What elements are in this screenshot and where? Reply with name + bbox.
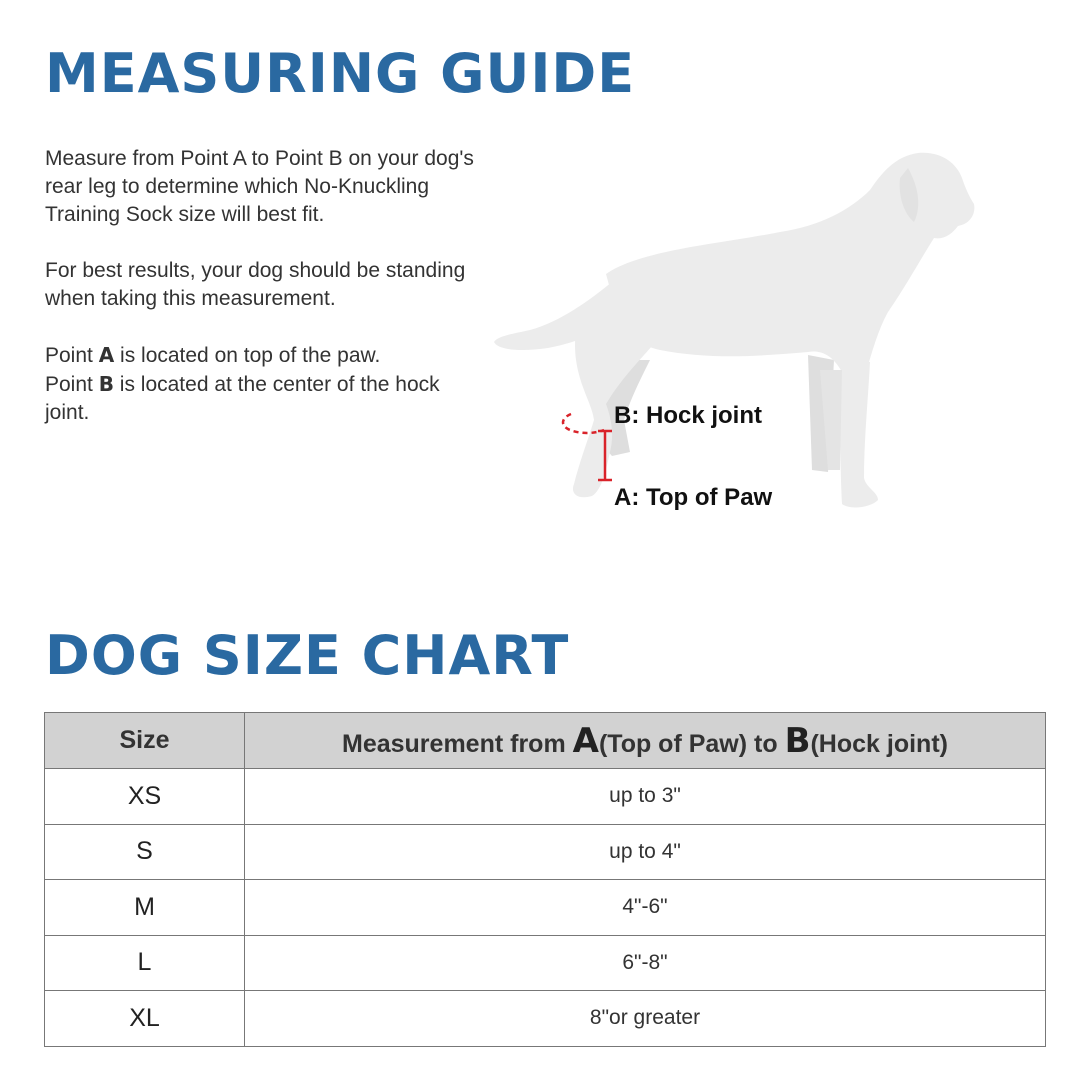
table-row bbox=[45, 935, 1046, 991]
measurement-cell: 6"-8" bbox=[245, 935, 1046, 991]
point-a-letter: A bbox=[98, 343, 115, 367]
size-chart-table bbox=[44, 712, 1046, 1047]
guide-paragraph-1: Measure from Point A to Point B on your dog's rear leg to determine which No-Knuckling Training Sock size will best fit. bbox=[45, 147, 474, 226]
table-header-row bbox=[45, 713, 1046, 769]
dog-silhouette-illustration bbox=[485, 140, 995, 520]
size-cell: XS bbox=[45, 769, 245, 825]
top-of-paw-label: A: Top of Paw bbox=[614, 484, 773, 511]
measurement-column-header bbox=[245, 713, 1046, 769]
point-b-prefix: Point bbox=[45, 373, 99, 396]
measuring-guide-title: MEASURING GUIDE bbox=[45, 42, 636, 105]
table-row bbox=[45, 824, 1046, 880]
dog-size-chart-title: DOG SIZE CHART bbox=[45, 624, 570, 687]
measurement-cell: up to 4" bbox=[245, 824, 1046, 880]
guide-paragraph-2: For best results, your dog should be standing when taking this measurement. bbox=[45, 259, 466, 310]
header-a-text: (Top of Paw) to bbox=[598, 729, 785, 758]
header-b-text: (Hock joint) bbox=[810, 729, 948, 758]
size-cell: XL bbox=[45, 991, 245, 1047]
measurement-cell: 4"-6" bbox=[245, 880, 1046, 936]
point-a-text: is located on top of the paw. bbox=[114, 344, 381, 367]
measurement-header-prefix: Measurement from bbox=[342, 729, 573, 758]
size-cell: S bbox=[45, 824, 245, 880]
table-row bbox=[45, 880, 1046, 936]
hock-joint-label: B: Hock joint bbox=[614, 402, 762, 429]
header-letter-b: B bbox=[784, 720, 811, 761]
dog-silhouette bbox=[494, 153, 974, 508]
table-row bbox=[45, 769, 1046, 825]
point-b-text: is located at the center of the hock joint. bbox=[45, 373, 440, 424]
size-column-header: Size bbox=[45, 713, 245, 769]
point-a-prefix: Point bbox=[45, 344, 99, 367]
measurement-cell: 8"or greater bbox=[245, 991, 1046, 1047]
table-row bbox=[45, 991, 1046, 1047]
guide-text bbox=[45, 145, 485, 427]
size-cell: M bbox=[45, 880, 245, 936]
guide-paragraph-3 bbox=[45, 341, 485, 427]
point-b-letter: B bbox=[98, 372, 114, 396]
size-cell: L bbox=[45, 935, 245, 991]
header-letter-a: A bbox=[572, 720, 599, 761]
measurement-cell: up to 3" bbox=[245, 769, 1046, 825]
